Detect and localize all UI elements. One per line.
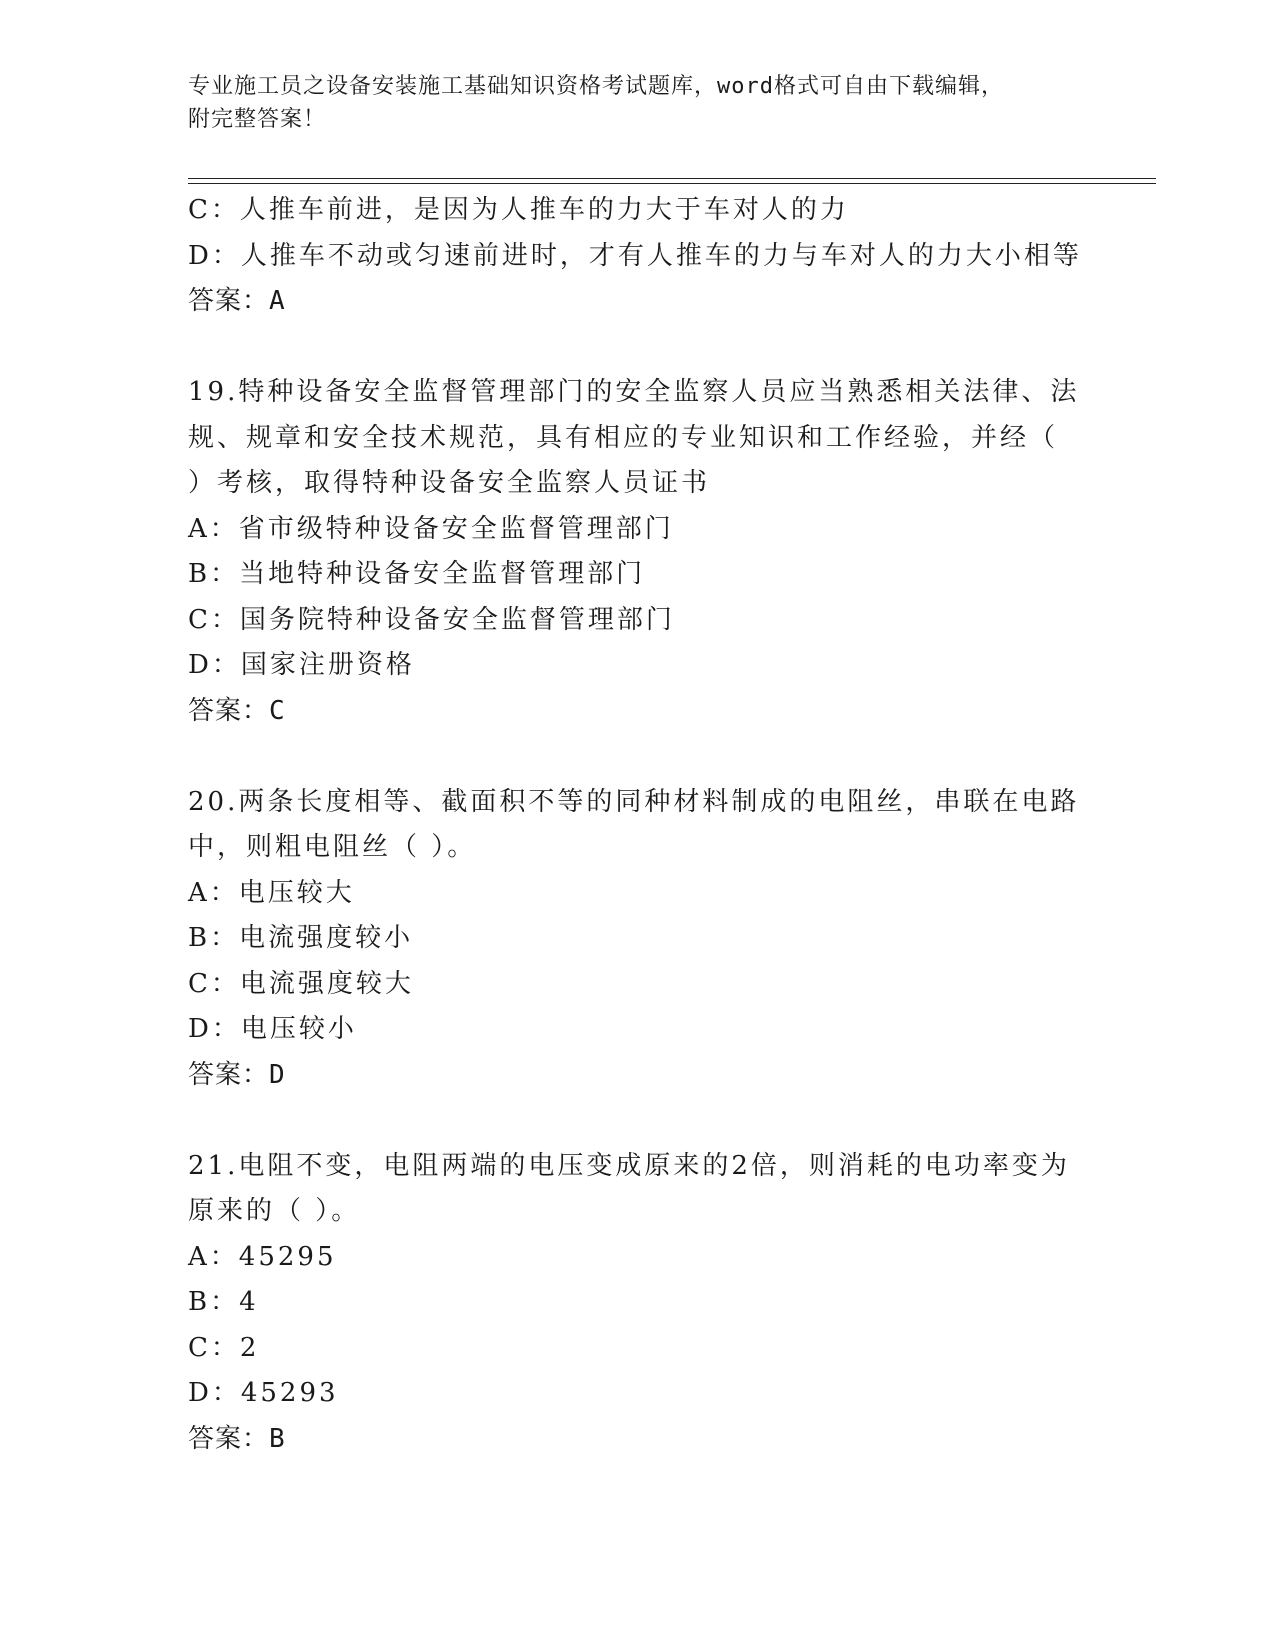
answer-label: 答案： xyxy=(188,1059,270,1090)
question-19 xyxy=(188,370,1088,734)
option-b: B：4 xyxy=(188,1287,259,1317)
answer-label: 答案： xyxy=(188,1423,270,1454)
option-d: D：45293 xyxy=(188,1378,339,1408)
question-20 xyxy=(188,780,1088,1099)
answer-line xyxy=(188,279,1088,325)
question-text-line: 规、规章和安全技术规范，具有相应的专业知识和工作经验，并经（ xyxy=(188,422,1059,453)
answer-line xyxy=(188,1417,1088,1463)
spacer xyxy=(188,1098,1088,1144)
question-21 xyxy=(188,1144,1088,1463)
question-text-line: 原来的（ ）。 xyxy=(188,1196,361,1226)
spacer xyxy=(188,734,1088,780)
option-c: C：人推车前进，是因为人推车的力大于车对人的力 xyxy=(188,195,849,225)
question-list xyxy=(188,188,1088,1462)
option-d: D：人推车不动或匀速前进时，才有人推车的力与车对人的力大小相等 xyxy=(188,240,1082,271)
question-text-line: 中，则粗电阻丝（ ）。 xyxy=(188,832,477,862)
option-b: B：当地特种设备安全监督管理部门 xyxy=(188,559,646,589)
question-text xyxy=(188,780,1088,871)
header-divider-top xyxy=(188,178,1156,179)
answer-value: A xyxy=(269,286,286,316)
answer-value: C xyxy=(269,695,286,726)
question-text-line: 19.特种设备安全监督管理部门的安全监察人员应当熟悉相关法律、法 xyxy=(188,377,1080,407)
answer-label: 答案： xyxy=(188,695,270,726)
question-text-line: 21.电阻不变，电阻两端的电压变成原来的2倍，则消耗的电功率变为 xyxy=(188,1150,1070,1181)
answer-line xyxy=(188,689,1088,735)
header-line-2: 附完整答案！ xyxy=(188,107,327,132)
document-header xyxy=(188,70,1068,136)
answer-label: 答案： xyxy=(188,286,270,316)
header-divider-bottom xyxy=(188,183,1156,184)
option-a: A：电压较大 xyxy=(188,877,355,908)
header-line-1: 专业施工员之设备安装施工基础知识资格考试题库，word格式可自由下载编辑， xyxy=(188,74,1004,99)
option-c: C：国务院特种设备安全监督管理部门 xyxy=(188,604,675,635)
option-d: D：电压较小 xyxy=(188,1014,357,1044)
question-text xyxy=(188,370,1088,507)
answer-value: B xyxy=(269,1423,286,1454)
option-b: B：电流强度较小 xyxy=(188,923,414,953)
option-a: A：45295 xyxy=(188,1241,337,1272)
question-text xyxy=(188,1144,1088,1235)
option-c: C：电流强度较大 xyxy=(188,968,414,999)
answer-value: D xyxy=(269,1059,286,1090)
option-d: D：国家注册资格 xyxy=(188,650,415,680)
answer-line xyxy=(188,1053,1088,1099)
question-text-line: 20.两条长度相等、截面积不等的同种材料制成的电阻丝，串联在电路 xyxy=(188,786,1080,817)
option-c: C：2 xyxy=(188,1332,260,1363)
option-a: A：省市级特种设备安全监督管理部门 xyxy=(188,513,674,544)
question-18-continuation xyxy=(188,188,1088,325)
question-text-line: ）考核，取得特种设备安全监察人员证书 xyxy=(188,468,711,498)
spacer xyxy=(188,325,1088,371)
